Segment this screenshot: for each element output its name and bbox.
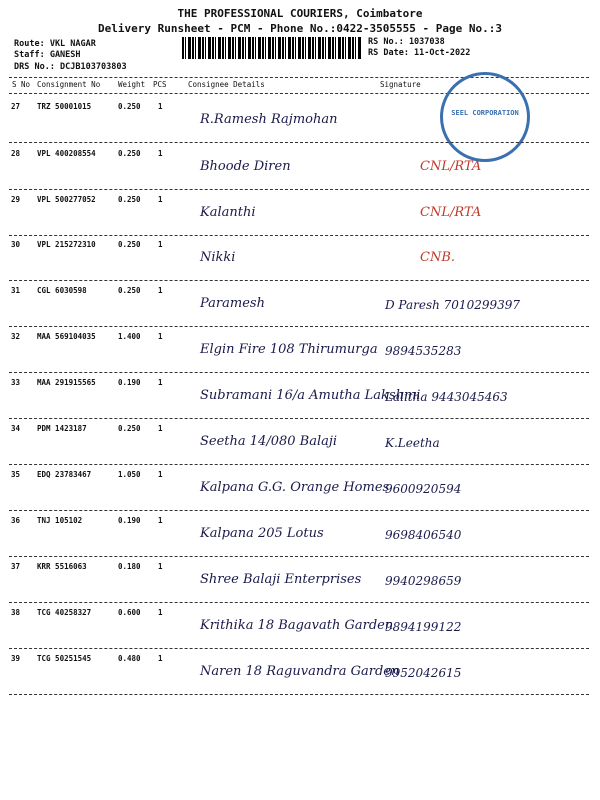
row-consignment-no: MAA 569104035: [37, 332, 96, 341]
col-sno: S No: [12, 80, 31, 89]
row-consignee: Bhoode Diren: [200, 159, 291, 174]
row-divider: [9, 418, 589, 419]
row-consignee: Shree Balaji Enterprises: [200, 572, 362, 587]
row-divider: [9, 464, 589, 465]
col-signature: Signature: [380, 80, 421, 89]
row-divider: [9, 694, 589, 695]
row-consignee: Krithika 18 Bagavath Garden: [200, 618, 394, 633]
row-weight: 0.250: [118, 286, 141, 295]
row-weight: 0.250: [118, 102, 141, 111]
row-signature: K.Leetha: [385, 436, 440, 450]
row-consignee: Seetha 14/080 Balaji: [200, 434, 338, 449]
row-divider: [9, 602, 589, 603]
row-pcs: 1: [158, 516, 163, 525]
row-consignment-no: VPL 400208554: [37, 149, 96, 158]
row-signature: 9894199122: [385, 620, 462, 634]
rs-no: RS No.: 1037038: [368, 37, 445, 47]
row-weight: 1.400: [118, 332, 141, 341]
row-consignee: Nikki: [200, 250, 236, 265]
row-consignee: Subramani 16/a Amutha Lakshmi: [200, 388, 421, 403]
row-sno: 36: [11, 516, 21, 525]
row-consignee: Kalanthi: [200, 205, 256, 220]
row-pcs: 1: [158, 654, 163, 663]
row-divider: [9, 326, 589, 327]
row-signature: D Paresh 7010299397: [385, 298, 521, 312]
row-consignment-no: TCG 40258327: [37, 608, 92, 617]
row-weight: 0.480: [118, 654, 141, 663]
row-pcs: 1: [158, 562, 163, 571]
row-consignment-no: KRR 5516063: [37, 562, 87, 571]
row-consignment-no: PDM 1423187: [37, 424, 87, 433]
row-pcs: 1: [158, 332, 163, 341]
row-pcs: 1: [158, 240, 163, 249]
stamp-text: SEEL CORPORATION: [451, 109, 519, 117]
runsheet-title: Delivery Runsheet - PCM - Phone No.:0422-3505555 - Page No.:3: [98, 22, 502, 35]
row-divider: [9, 189, 589, 190]
row-weight: 1.050: [118, 470, 141, 479]
row-pcs: 1: [158, 102, 163, 111]
row-sno: 28: [11, 149, 21, 158]
col-weight: Weight: [118, 80, 146, 89]
row-weight: 0.250: [118, 195, 141, 204]
row-sno: 27: [11, 102, 21, 111]
row-sno: 34: [11, 424, 21, 433]
row-consignment-no: TRZ 50001015: [37, 102, 92, 111]
row-divider: [9, 235, 589, 236]
row-weight: 0.190: [118, 378, 141, 387]
row-consignee: R.Ramesh Rajmohan: [200, 112, 338, 127]
row-consignment-no: VPL 500277052: [37, 195, 96, 204]
row-divider: [9, 510, 589, 511]
row-pcs: 1: [158, 286, 163, 295]
row-weight: 0.250: [118, 149, 141, 158]
row-weight: 0.250: [118, 424, 141, 433]
row-pcs: 1: [158, 195, 163, 204]
row-signature: CNL/RTA: [420, 205, 482, 220]
row-weight: 0.180: [118, 562, 141, 571]
row-signature: 9940298659: [385, 574, 462, 588]
col-consignee: Consignee Details: [188, 80, 265, 89]
row-consignment-no: EDQ 23783467: [37, 470, 92, 479]
row-consignment-no: MAA 291915565: [37, 378, 96, 387]
col-consignment: Consignment No: [37, 80, 101, 89]
row-sno: 30: [11, 240, 21, 249]
route: Route: VKL NAGAR: [14, 39, 96, 49]
row-sno: 37: [11, 562, 21, 571]
rs-date: RS Date: 11-Oct-2022: [368, 48, 471, 58]
row-consignment-no: TCG 50251545: [37, 654, 92, 663]
company-stamp: [440, 72, 530, 162]
company-title: THE PROFESSIONAL COURIERS, Coimbatore: [177, 7, 423, 20]
barcode: [182, 37, 362, 59]
row-signature: 9894535283: [385, 344, 462, 358]
row-pcs: 1: [158, 424, 163, 433]
row-divider: [9, 142, 589, 143]
row-divider: [9, 372, 589, 373]
row-divider: [9, 280, 589, 281]
row-pcs: 1: [158, 378, 163, 387]
row-pcs: 1: [158, 149, 163, 158]
row-sno: 38: [11, 608, 21, 617]
drs-no: DRS No.: DCJB103703803: [14, 62, 127, 72]
row-consignment-no: VPL 215272310: [37, 240, 96, 249]
row-weight: 0.600: [118, 608, 141, 617]
row-pcs: 1: [158, 470, 163, 479]
row-signature: 9698406540: [385, 528, 462, 542]
row-sno: 35: [11, 470, 21, 479]
row-sno: 32: [11, 332, 21, 341]
row-consignee: Kalpana 205 Lotus: [200, 526, 324, 541]
row-pcs: 1: [158, 608, 163, 617]
row-signature: CNL/RTA: [420, 159, 482, 174]
row-sno: 33: [11, 378, 21, 387]
row-consignee: Paramesh: [200, 296, 265, 311]
staff: Staff: GANESH: [14, 50, 81, 60]
row-weight: 0.190: [118, 516, 141, 525]
row-sno: 39: [11, 654, 21, 663]
row-sno: 31: [11, 286, 21, 295]
row-signature: CNB.: [420, 250, 456, 265]
row-weight: 0.250: [118, 240, 141, 249]
row-divider: [9, 648, 589, 649]
row-signature: 9600920594: [385, 482, 462, 496]
row-signature: Lalitha 9443045463: [385, 390, 508, 404]
row-consignment-no: CGL 6030598: [37, 286, 87, 295]
row-consignee: Naren 18 Raguvandra Garden: [200, 664, 400, 679]
row-consignee: Kalpana G.G. Orange Homes: [200, 480, 390, 495]
col-pcs: PCS: [153, 80, 167, 89]
row-sno: 29: [11, 195, 21, 204]
row-consignee: Elgin Fire 108 Thirumurga: [200, 342, 378, 357]
row-divider: [9, 556, 589, 557]
row-consignment-no: TNJ 105102: [37, 516, 83, 525]
row-signature: 9952042615: [385, 666, 462, 680]
